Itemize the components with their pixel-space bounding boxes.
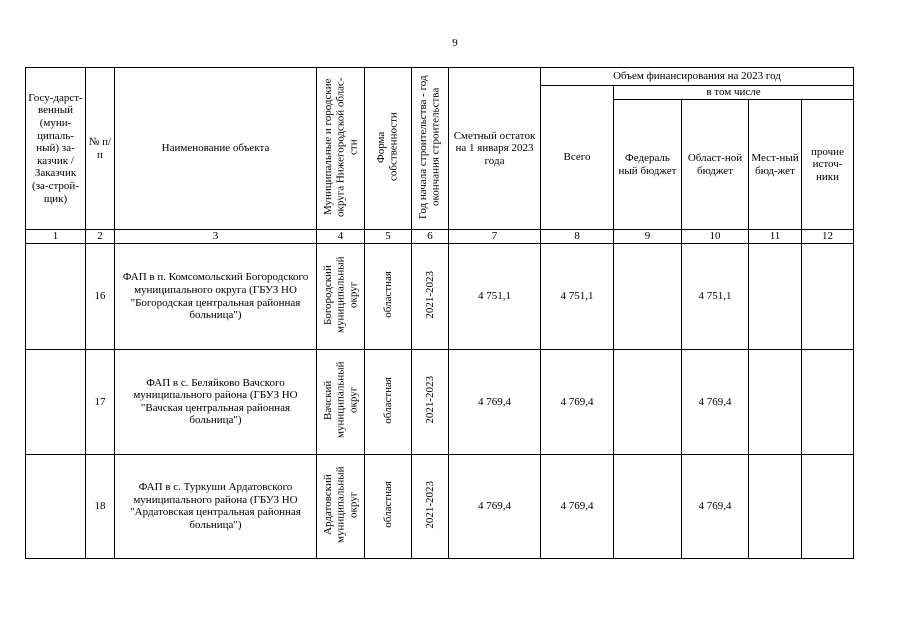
- other-cell: [802, 244, 854, 350]
- column-number: 7: [449, 230, 541, 244]
- column-number: 4: [317, 230, 365, 244]
- total-cell: 4 769,4: [541, 454, 614, 559]
- remainder-cell: 4 751,1: [449, 244, 541, 350]
- district-text: Вачский муниципальный округ: [321, 361, 359, 439]
- header-regional: Област-ной бюджет: [682, 100, 749, 230]
- header-years-text: Год начала строительства - год окончания строительства: [417, 74, 442, 219]
- district-cell: [317, 350, 365, 455]
- header-ownership-text: Форма собственности: [375, 112, 400, 182]
- page-number: 9: [452, 37, 458, 49]
- column-number: 5: [365, 230, 412, 244]
- regional-cell: 4 769,4: [682, 454, 749, 559]
- header-local: Мест-ный бюд-жет: [749, 100, 802, 230]
- years-text: 2021-2023: [423, 270, 436, 319]
- column-number: 10: [682, 230, 749, 244]
- table-row: [26, 454, 854, 559]
- header-other: прочие источ-ники: [802, 100, 854, 230]
- header-row-1: [26, 68, 854, 86]
- other-cell: [802, 350, 854, 455]
- years-text: 2021-2023: [423, 376, 436, 424]
- object-name: ФАП в с. Туркуши Ардатовского муниципального района (ГБУЗ НО "Ардатовская центральная районная больница"): [115, 454, 317, 559]
- years-cell: [412, 244, 449, 350]
- district-cell: [317, 454, 365, 559]
- column-number: 11: [749, 230, 802, 244]
- row-number: 16: [86, 244, 115, 350]
- years-text: 2021-2023: [423, 480, 436, 529]
- row-number: 17: [86, 350, 115, 455]
- object-name: ФАП в п. Комсомольский Богородского муниципального округа (ГБУЗ НО "Богородская центральная районная больница"): [115, 244, 317, 350]
- header-funding: Объем финансирования на 2023 год: [541, 68, 854, 86]
- ownership-cell: [365, 350, 412, 455]
- total-cell: 4 751,1: [541, 244, 614, 350]
- object-name: ФАП в с. Беляйково Вачского муниципального района (ГБУЗ НО "Вачская центральная районная больница"): [115, 350, 317, 455]
- remainder-cell: 4 769,4: [449, 454, 541, 559]
- district-text: Ардатовский муниципальный округ: [321, 466, 359, 543]
- header-district: [317, 68, 365, 230]
- federal-cell: [614, 454, 682, 559]
- customer-cell: [26, 350, 86, 455]
- ownership-cell: [365, 454, 412, 559]
- federal-cell: [614, 244, 682, 350]
- other-cell: [802, 454, 854, 559]
- column-number: 9: [614, 230, 682, 244]
- remainder-cell: 4 769,4: [449, 350, 541, 455]
- ownership-text: областная: [381, 376, 394, 424]
- row-number: 18: [86, 454, 115, 559]
- district-cell: [317, 244, 365, 350]
- federal-cell: [614, 350, 682, 455]
- regional-cell: 4 769,4: [682, 350, 749, 455]
- column-number: 3: [115, 230, 317, 244]
- header-num: № п/п: [86, 68, 115, 230]
- column-number: 6: [412, 230, 449, 244]
- column-number: 8: [541, 230, 614, 244]
- header-federal: Федераль ный бюджет: [614, 100, 682, 230]
- financing-table: [25, 67, 854, 559]
- years-cell: [412, 454, 449, 559]
- local-cell: [749, 244, 802, 350]
- ownership-text: областная: [381, 271, 394, 319]
- header-remainder: Сметный остаток на 1 января 2023 года: [449, 68, 541, 230]
- regional-cell: 4 751,1: [682, 244, 749, 350]
- total-cell: 4 769,4: [541, 350, 614, 455]
- district-text: Богородский муниципальный округ: [321, 256, 359, 333]
- table-row: [26, 244, 854, 350]
- ownership-cell: [365, 244, 412, 350]
- header-customer: Госу-дарст-венный (муни-ципаль-ный) за-казчик / Заказчик (за-строй-щик): [26, 68, 86, 230]
- customer-cell: [26, 244, 86, 350]
- local-cell: [749, 454, 802, 559]
- header-district-text: Муниципальные и городские округа Нижегородской облас-сти: [321, 76, 359, 217]
- table-row: [26, 350, 854, 455]
- column-number: 1: [26, 230, 86, 244]
- header-including: в том числе: [614, 86, 854, 100]
- years-cell: [412, 350, 449, 455]
- ownership-text: областная: [381, 481, 394, 528]
- header-years: [412, 68, 449, 230]
- header-ownership: [365, 68, 412, 230]
- column-number: 2: [86, 230, 115, 244]
- header-name: Наименование объекта: [115, 68, 317, 230]
- local-cell: [749, 350, 802, 455]
- column-number: 12: [802, 230, 854, 244]
- column-number-row: [26, 230, 854, 244]
- header-total: Всего: [541, 86, 614, 230]
- customer-cell: [26, 454, 86, 559]
